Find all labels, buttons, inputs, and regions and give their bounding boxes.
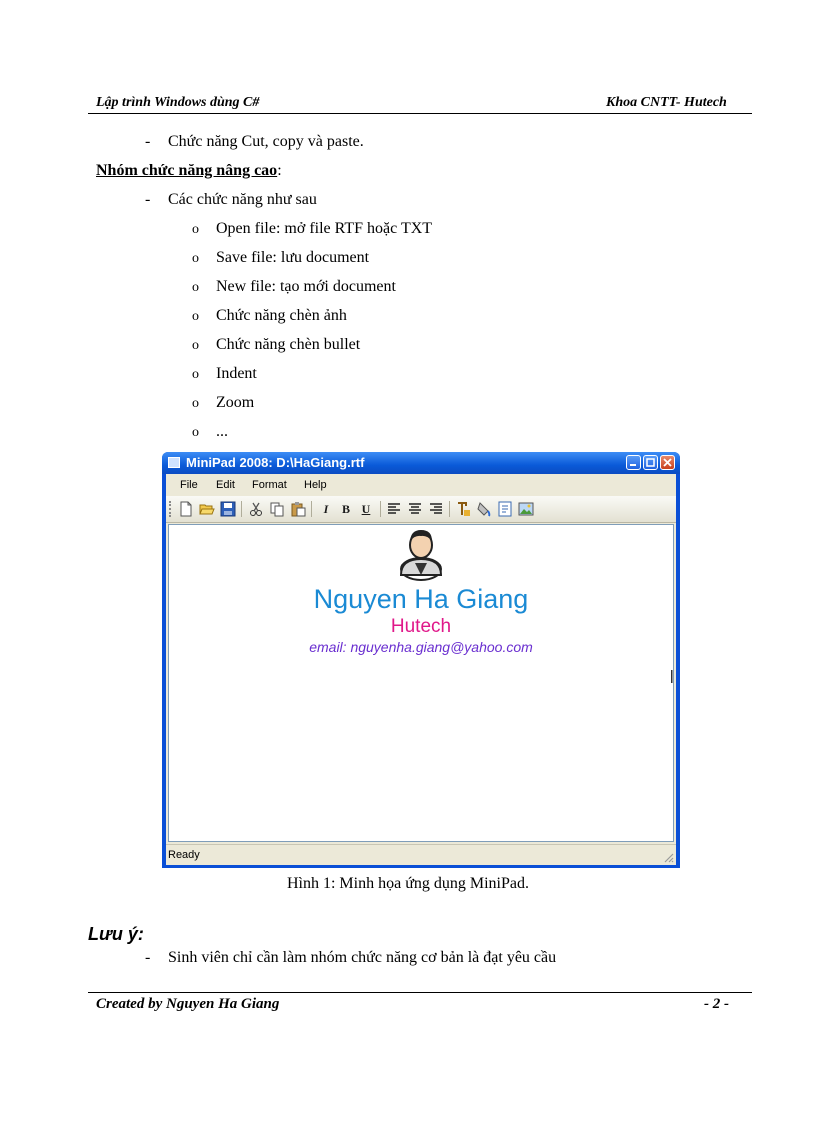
feature-item: Chức năng chèn bullet (216, 336, 361, 353)
sub-bullet: o (192, 222, 199, 237)
menu-file[interactable]: File (180, 479, 198, 491)
toolbar-separator (241, 501, 242, 517)
bold-button[interactable]: B (341, 502, 350, 516)
text-cursor (671, 670, 673, 683)
dash-bullet: - (145, 191, 151, 208)
sub-bullet: o (192, 367, 199, 382)
footer-author: Created by Nguyen Ha Giang (96, 996, 280, 1012)
toolbar-grip[interactable] (169, 501, 174, 517)
paste-icon[interactable] (290, 501, 306, 517)
menu-edit[interactable]: Edit (216, 479, 235, 491)
dash-bullet: - (145, 949, 151, 966)
sub-bullet: o (192, 280, 199, 295)
window-client-area (166, 474, 676, 864)
header-title: Lập trình Windows dùng C# (96, 95, 260, 110)
bullet-icon[interactable] (497, 501, 513, 517)
feature-item: Chức năng chèn ảnh (216, 307, 347, 324)
document-org: Hutech (390, 616, 452, 637)
note-text: Sinh viên chỉ cần làm nhóm chức năng cơ bản là đạt yêu cầu (168, 949, 557, 966)
sub-bullet: o (192, 309, 199, 324)
window-titlebar[interactable] (162, 452, 680, 474)
menu-bar (166, 474, 676, 496)
maximize-button[interactable] (643, 455, 658, 470)
cut-icon[interactable] (248, 501, 264, 517)
advanced-heading-colon: : (277, 162, 282, 179)
menu-help[interactable]: Help (304, 479, 327, 491)
maximize-icon (644, 456, 657, 469)
document-email: email: nguyenha.giang@yahoo.com (309, 639, 533, 655)
underline-button[interactable]: U (361, 502, 371, 516)
save-icon[interactable] (220, 501, 236, 517)
toolbar (166, 496, 676, 523)
header-department: Khoa CNTT- Hutech (606, 95, 727, 110)
minimize-icon (627, 456, 640, 469)
resize-grip-icon[interactable] (662, 851, 674, 863)
advanced-heading (96, 162, 282, 180)
feature-item: Open file: mở file RTF hoặc TXT (216, 220, 433, 237)
close-button[interactable] (660, 455, 675, 470)
feature-item: ... (216, 423, 228, 440)
status-text: Ready (168, 849, 200, 861)
sub-bullet: o (192, 396, 199, 411)
rich-text-editor[interactable] (168, 524, 674, 842)
toolbar-separator (311, 501, 312, 517)
feature-item: Save file: lưu document (216, 249, 370, 266)
sub-bullet: o (192, 425, 199, 440)
open-file-icon[interactable] (199, 501, 215, 517)
menu-format[interactable]: Format (252, 479, 287, 491)
figure-caption: Hình 1: Minh họa ứng dụng MiniPad. (286, 875, 529, 892)
feature-item: Indent (216, 365, 257, 382)
toolbar-separator (380, 501, 381, 517)
cut-copy-paste-text: Chức năng Cut, copy và paste. (168, 133, 364, 150)
footer-rule (88, 992, 752, 993)
user-avatar-icon (401, 530, 441, 580)
dash-bullet: - (145, 133, 151, 150)
header-rule (88, 113, 752, 114)
insert-image-icon[interactable] (518, 501, 534, 517)
sub-bullet: o (192, 251, 199, 266)
window-title: MiniPad 2008: D:\HaGiang.rtf (186, 455, 365, 470)
toolbar-separator (449, 501, 450, 517)
note-heading: Lưu ý: (88, 924, 144, 944)
document-content (169, 525, 673, 841)
status-bar (166, 844, 676, 865)
copy-icon[interactable] (269, 501, 285, 517)
app-icon (168, 457, 180, 468)
italic-button[interactable]: I (323, 502, 329, 516)
page-number: - 2 - (704, 996, 729, 1012)
align-right-icon[interactable] (428, 501, 444, 517)
advanced-intro-text: Các chức năng như sau (168, 191, 317, 208)
close-icon (661, 456, 674, 469)
align-center-icon[interactable] (407, 501, 423, 517)
minipad-window (162, 452, 680, 868)
advanced-heading-label: Nhóm chức năng nâng cao (96, 162, 278, 179)
align-left-icon[interactable] (386, 501, 402, 517)
minimize-button[interactable] (626, 455, 641, 470)
feature-item: Zoom (216, 394, 255, 411)
font-icon[interactable] (455, 501, 471, 517)
color-icon[interactable] (476, 501, 492, 517)
feature-item: New file: tạo mới document (216, 278, 396, 295)
sub-bullet: o (192, 338, 199, 353)
document-name: Nguyen Ha Giang (313, 584, 529, 614)
new-file-icon[interactable] (178, 501, 194, 517)
